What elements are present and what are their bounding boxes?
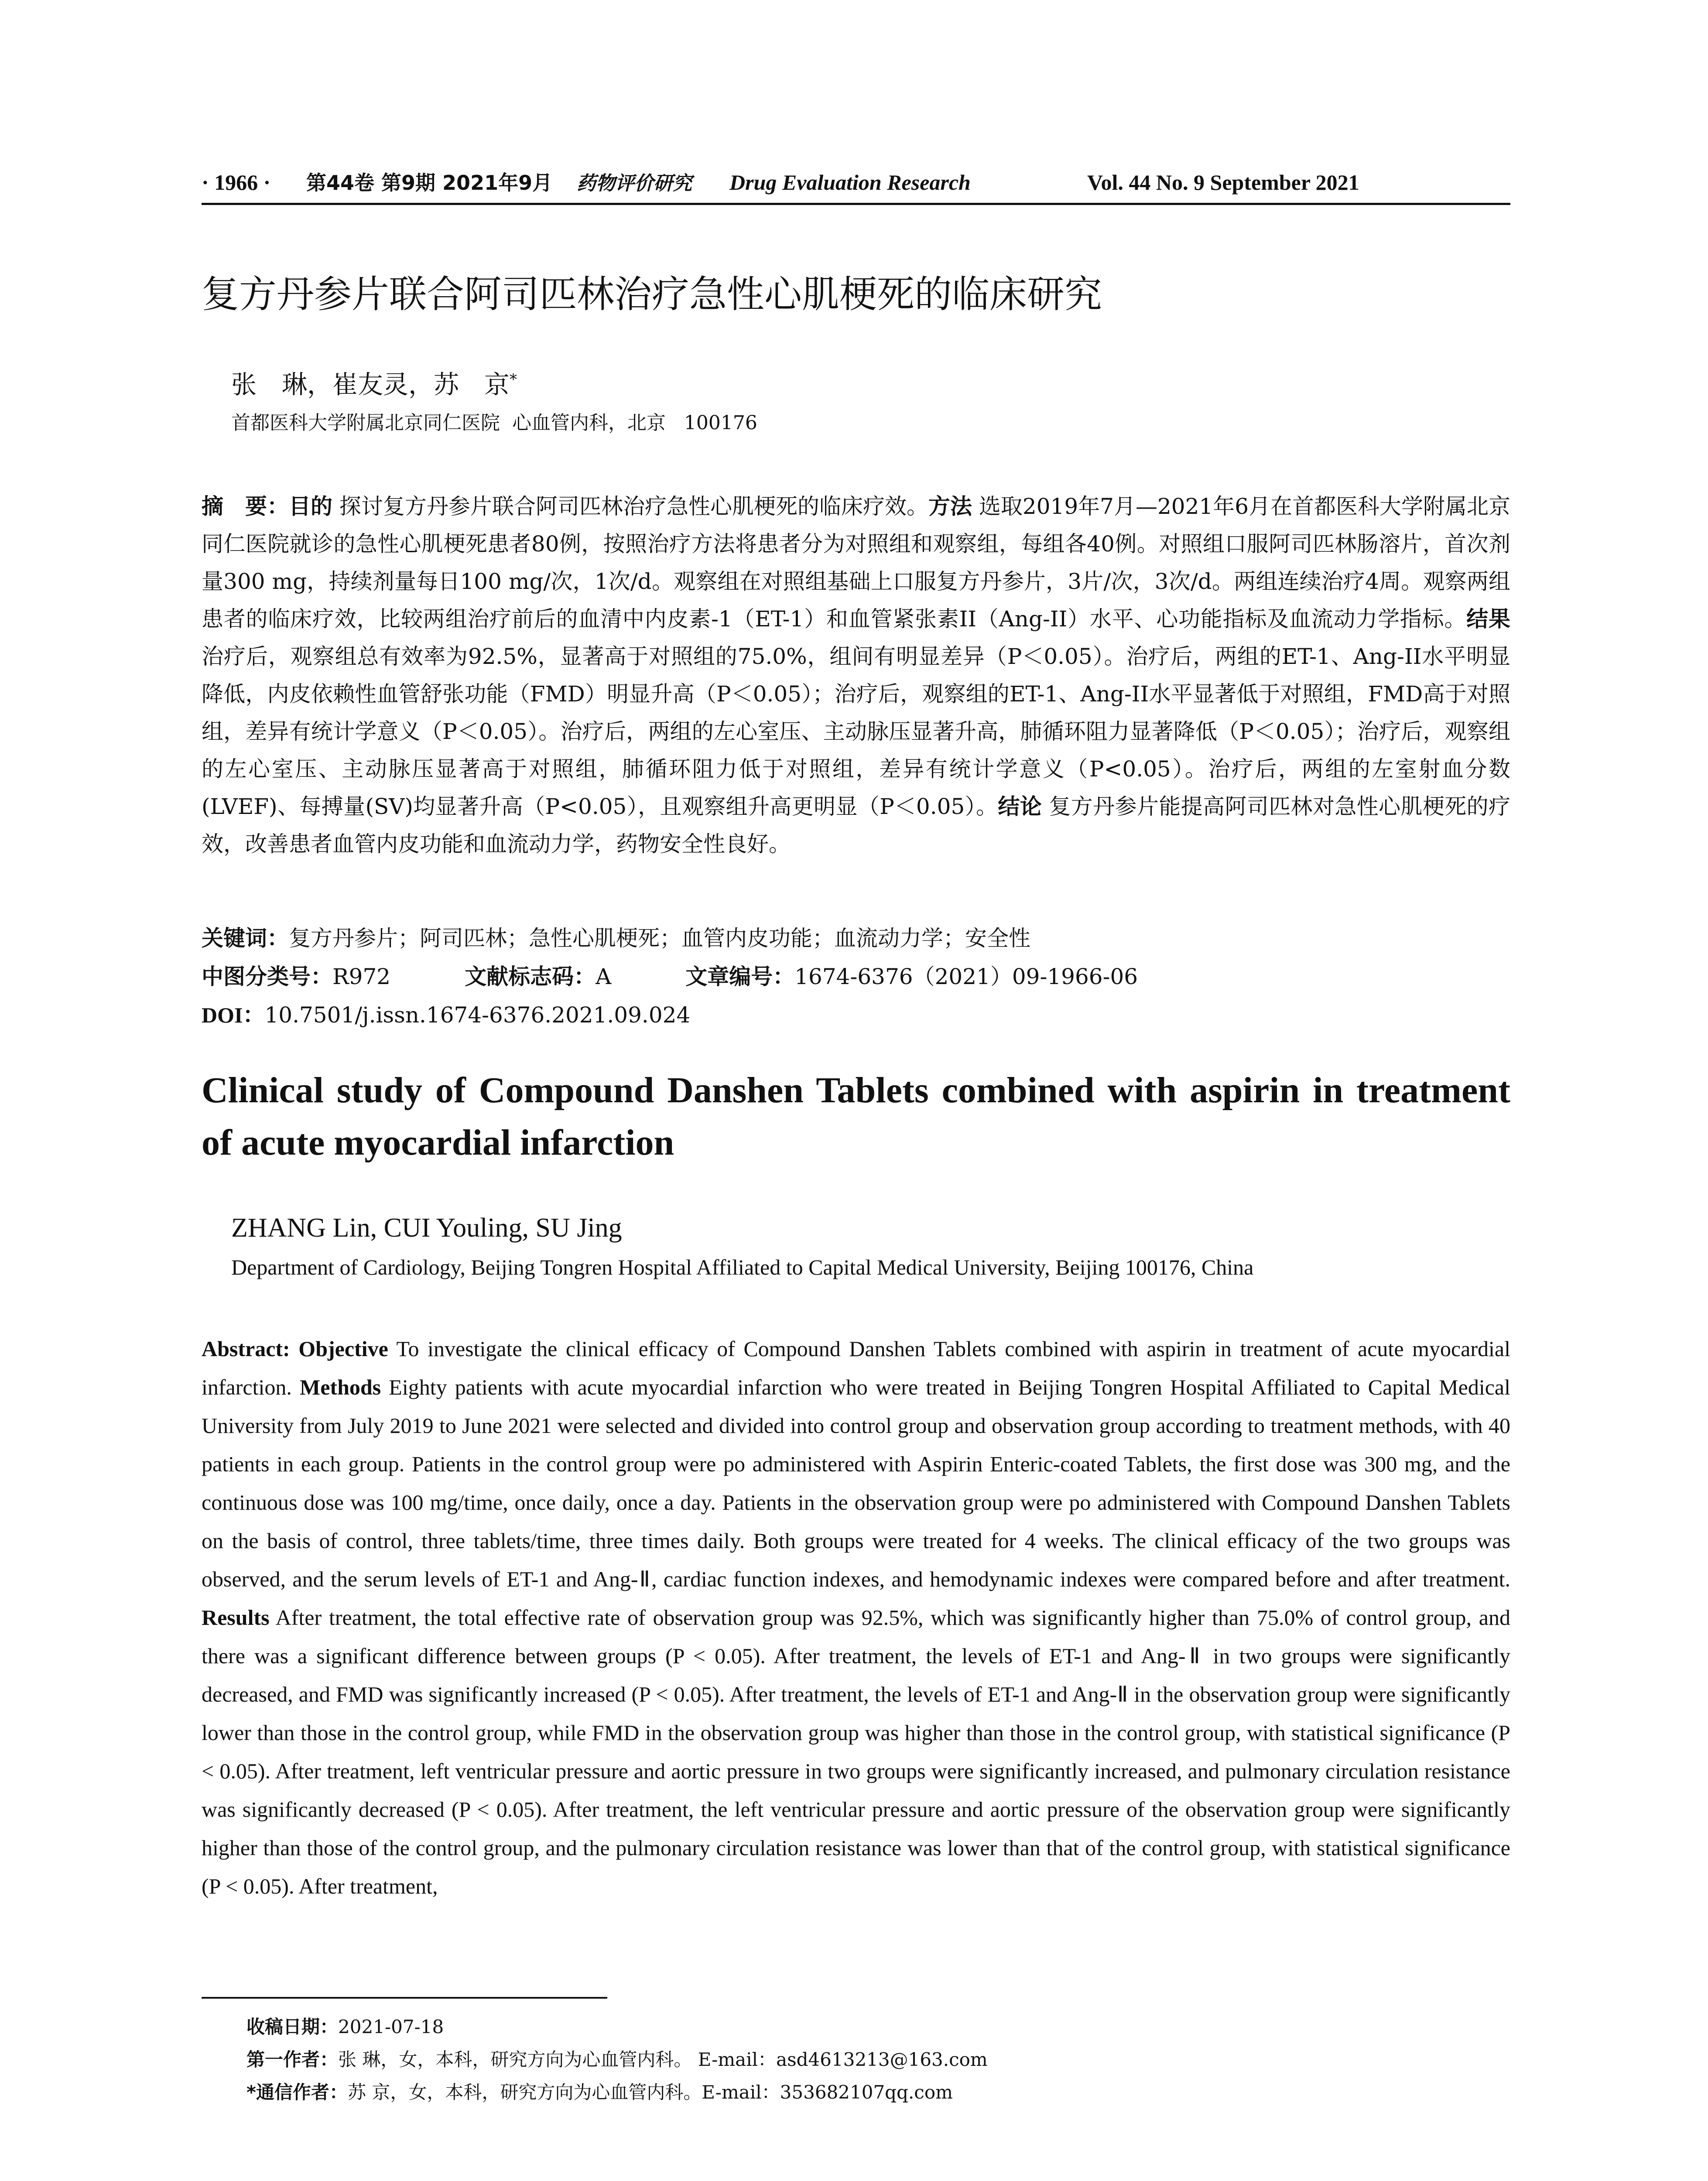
abstract-label-en: Abstract: [202,1337,299,1361]
received-label: 收稿日期： [246,2016,339,2037]
issue-en: Vol. 44 No. 9 September 2021 [1087,170,1359,195]
authors-cn [231,362,517,402]
footnote-received [246,2013,444,2041]
keywords-cn [202,920,1030,957]
footnote-corresponding [246,2078,953,2106]
author-names-cn: 张 琳，崔友灵，苏 京 [231,369,510,400]
affiliation-cn: 首都医科大学附属北京同仁医院 心血管内科，北京 100176 [231,412,757,434]
conclusion-text-cn: 复方丹参片能提高阿司匹林对急性心肌梗死的疗效，改善患者血管内皮功能和血流动力学，药物安全性良好。 [202,794,1510,857]
abstract-en [202,1330,1510,1905]
journal-name-cn: 药物评价研究 [577,172,692,195]
methods-text-cn: 选取2019年7月—2021年6月在首都医科大学附属北京同仁医院就诊的急性心肌梗死患者80例，按照治疗方法将患者分为对照组和观察组，每组各40例。对照组口服阿司匹林肠溶片，首次剂量300 mg，持续剂量每日100 mg/次，1次/d。观察组在对照组基础上口服复方丹参片，3片/次，3次/d。两组连续治疗4周。观察两组患者的临床疗效，比较两组治疗前后的血清中内皮素-1（ET-1）和血管紧张素II（Ang-II）水平、心功能指标及血流动力学指标。 [202,494,1511,632]
clc-label: 中图分类号： [202,964,332,989]
first-author-text: 张 琳，女，本科，研究方向为心血管内科。 E-mail：asd4613213@163.com [338,2049,988,2070]
doi-line [202,996,690,1034]
keywords-text: 复方丹参片；阿司匹林；急性心肌梗死；血管内皮功能；血流动力学；安全性 [289,926,1030,951]
affiliation-en: Department of Cardiology, Beijing Tongren Hospital Affiliated to Capital Medical University, Beijing 100176, China [231,1255,1254,1279]
objective-text-cn: 探讨复方丹参片联合阿司匹林治疗急性心肌梗死的临床疗效。 [332,494,928,519]
corresponding-mark: * [510,371,517,388]
methods-label-en: Methods [300,1375,381,1399]
doc-code-value: A [596,964,612,989]
first-author-label: 第一作者： [246,2049,339,2070]
journal-name-en: Drug Evaluation Research [729,170,971,195]
methods-text-en: Eighty patients with acute myocardial infarction who were treated in Beijing Tongren Hospital Affiliated to Capital Medical University from July 2019 to June 2021 were selected and divided into control group and observation group according to treatment methods, with 40 patients in each group. Patients in the control group were po administered with Aspirin Enteric-coated Tablets, the first dose was 300 mg, and the continuous dose was 100 mg/time, once daily, once a day. Patients in the observation group were po administered with Compound Danshen Tablets on the basis of control, three tablets/time, three times daily. Both groups were treated for 4 weeks. The clinical efficacy of the two groups was observed, and the serum levels of ET-1 and Ang-Ⅱ, cardiac function indexes, and hemodynamic indexes were compared before and after treatment. [202,1375,1510,1591]
clc-value: R972 [332,964,391,989]
classification-line [202,958,1138,995]
doc-code-label: 文献标志码： [465,964,596,989]
abstract-label-cn: 摘 要： [202,494,289,519]
doi-label: DOI： [202,1003,265,1027]
running-header [202,169,1510,195]
footnote-rule [202,1997,607,1999]
page-number: · 1966 · [202,170,271,195]
objective-label-en: Objective [298,1337,388,1361]
article-number-value: 1674-6376（2021）09-1966-06 [794,964,1138,989]
received-date: 2021-07-18 [338,2016,444,2037]
article-number-label: 文章编号： [685,964,795,989]
doi-value: 10.7501/j.issn.1674-6376.2021.09.024 [264,1002,691,1028]
header-rule [202,203,1510,205]
abstract-cn [202,488,1510,863]
objective-text-en: To investigate the clinical efficacy of Compound Danshen Tablets combined with aspirin in treatment of acute myocardial infarction. [202,1337,1510,1399]
corresponding-text: 苏 京，女，本科，研究方向为心血管内科。E-mail：353682107qq.com [347,2082,953,2103]
results-label-cn: 结果 [1466,606,1510,632]
article-title-cn: 复方丹参片联合阿司匹林治疗急性心肌梗死的临床研究 [202,273,1102,316]
article-title-en: Clinical study of Compound Danshen Tablets combined with aspirin in treatment of acute myocardial infarction [202,1070,1510,1163]
results-text-cn: 治疗后，观察组总有效率为92.5%，显著高于对照组的75.0%，组间有明显差异（P＜0.05）。治疗后，两组的ET-1、Ang-II水平明显降低，内皮依赖性血管舒张功能（FMD）明显升高（P＜0.05）；治疗后，观察组的ET-1、Ang-II水平显著低于对照组，FMD高于对照组，差异有统计学意义（P＜0.05）。治疗后，两组的左心室压、主动脉压显著升高，肺循环阻力显著降低（P＜0.05）；治疗后，观察组的左心室压、主动脉压显著高于对照组，肺循环阻力低于对照组，差异有统计学意义（P<0.05）。治疗后，两组的左室射血分数(LVEF)、每搏量(SV)均显著升高（P<0.05），且观察组升高更明显（P＜0.05）。 [202,644,1510,819]
results-text-en: After treatment, the total effective rate of observation group was 92.5%, which was significantly higher than 75.0% of control group, and there was a significant difference between groups (P < 0.05). After treatment, the levels of ET-1 and Ang-Ⅱ in two groups were significantly decreased, and FMD was significantly increased (P < 0.05). After treatment, the levels of ET-1 and Ang-Ⅱ in the observation group were significantly lower than those in the control group, while FMD in the observation group was higher than those in the control group, with statistical significance (P < 0.05). After treatment, left ventricular pressure and aortic pressure in two groups were significantly increased, and pulmonary circulation resistance was significantly decreased (P < 0.05). After treatment, the left ventricular pressure and aortic pressure of the observation group were significantly higher than those of the control group, and the pulmonary circulation resistance was lower than that of the control group, with statistical significance (P < 0.05). After treatment, [202,1605,1510,1898]
corresponding-label: *通信作者： [246,2082,348,2103]
conclusion-label-cn: 结论 [998,794,1042,819]
methods-label-cn: 方法 [928,494,972,519]
footnote-first-author [246,2046,988,2074]
objective-label-cn: 目的 [289,494,333,519]
keywords-label: 关键词： [202,926,289,951]
issue-cn: 第44卷 第9期 2021年9月 [306,171,553,195]
authors-en: ZHANG Lin, CUI Youling, SU Jing [231,1213,622,1243]
results-label-en: Results [202,1605,270,1630]
